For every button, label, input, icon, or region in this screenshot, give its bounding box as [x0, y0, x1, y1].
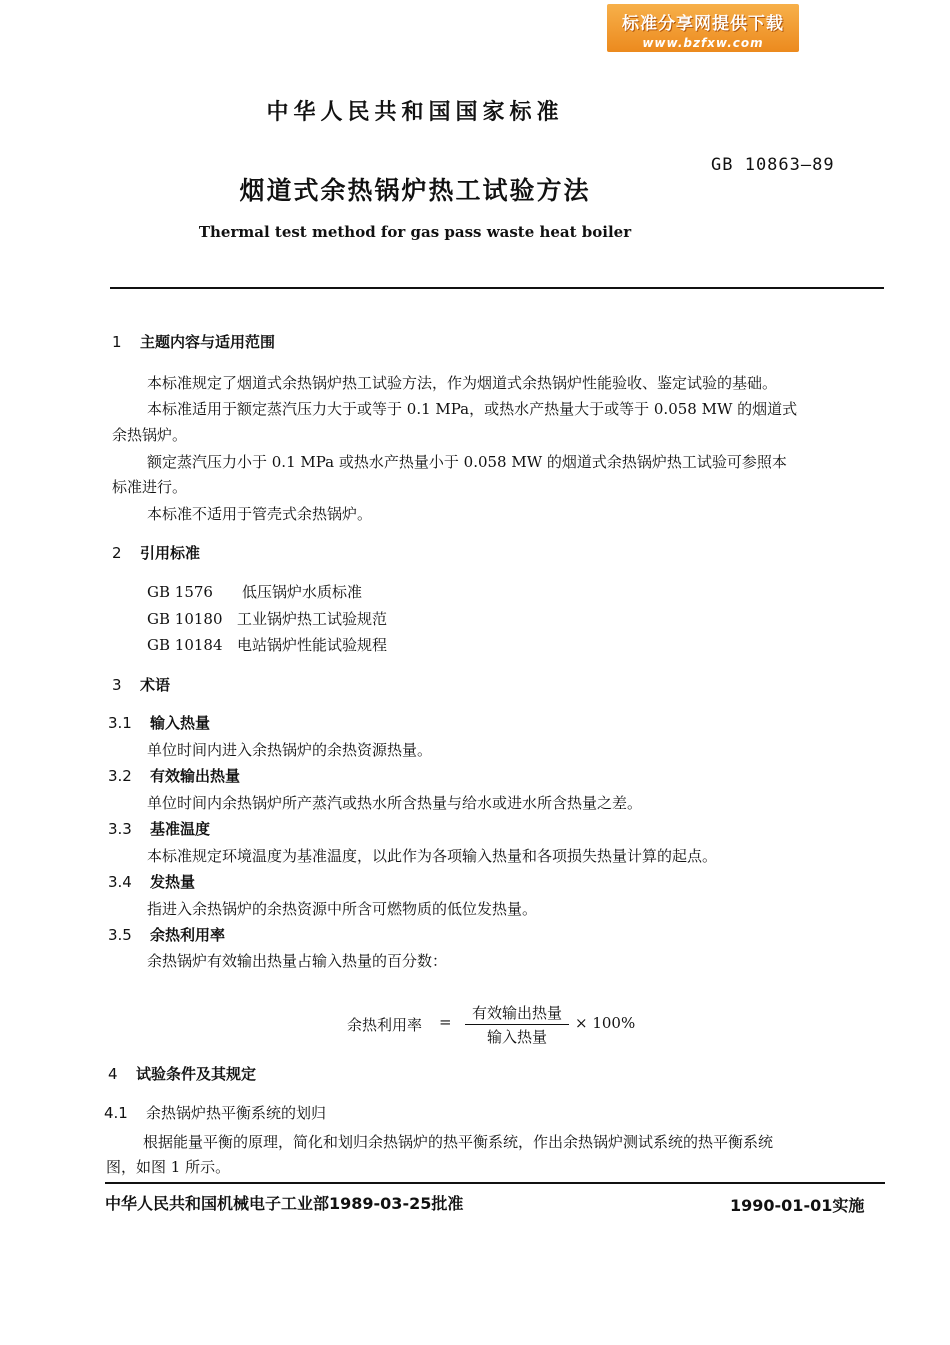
gb-number: GB 10863—89: [711, 155, 835, 175]
formula-tail: × 100%: [575, 1014, 636, 1032]
section-1-heading: [112, 331, 275, 352]
reference-name: 低压锅炉水质标准: [242, 583, 363, 601]
section-4-paragraph-line-1: 根据能量平衡的原理，简化和划归余热锅炉的热平衡系统，作出余热锅炉测试系统的热平衡系统: [143, 1133, 774, 1151]
section-1-paragraph-2-line-1: 本标准适用于额定蒸汽压力大于或等于 0.1 MPa，或热水产热量大于或等于 0.058 MW 的烟道式: [147, 400, 798, 418]
section-4-heading: 4 试验条件及其规定: [108, 1065, 257, 1083]
formula-numerator: 有效输出热量: [465, 1002, 569, 1025]
formula-lhs: 余热利用率: [347, 1016, 423, 1034]
term-3-5-heading: 3.5 余热利用率: [108, 926, 226, 944]
term-3-2-definition: 单位时间内余热锅炉所产蒸汽或热水所含热量与给水或进水所含热量之差。: [147, 794, 643, 812]
formula-fraction: [465, 1002, 569, 1047]
term-3-1-definition: 单位时间内进入余热锅炉的余热资源热量。: [147, 741, 433, 759]
section-number: 1: [112, 333, 122, 351]
formula-equals: =: [439, 1013, 452, 1031]
term-3-2-heading: 3.2 有效输出热量: [108, 767, 241, 785]
term-3-1-heading: 3.1 输入热量: [108, 714, 211, 732]
reference-item: [147, 581, 362, 602]
section-3-heading: 3 术语: [112, 676, 171, 694]
reference-name: 电站锅炉性能试验规程: [237, 636, 388, 654]
banner-url: www.bzfxw.com: [642, 36, 764, 50]
reference-item: [147, 634, 387, 655]
section-title: 主题内容与适用范围: [140, 333, 276, 351]
term-3-3-definition: 本标准规定环境温度为基准温度，以此作为各项输入热量和各项损失热量计算的起点。: [147, 847, 718, 865]
section-1-paragraph-2-line-2: 余热锅炉。: [112, 426, 188, 444]
header-divider: [110, 287, 884, 289]
approval-line: 中华人民共和国机械电子工业部1989-03-25批准: [105, 1194, 464, 1213]
term-3-5-definition: 余热锅炉有效输出热量占输入热量的百分数：: [147, 952, 448, 970]
term-3-4-heading: 3.4 发热量: [108, 873, 196, 891]
document-title-en: Thermal test method for gas pass waste heat boiler: [198, 223, 632, 241]
reference-name: 工业锅炉热工试验规范: [237, 610, 388, 628]
download-banner[interactable]: [607, 4, 799, 52]
reference-code: GB 10180: [147, 610, 223, 628]
reference-item: [147, 608, 387, 629]
reference-code: GB 1576: [147, 583, 213, 601]
section-1-paragraph-3-line-1: 额定蒸汽压力小于 0.1 MPa 或热水产热量小于 0.058 MW 的烟道式余热锅炉热工试验可参照本: [147, 453, 787, 471]
reference-code: GB 10184: [147, 636, 223, 654]
implementation-line: 1990-01-01实施: [730, 1196, 865, 1215]
section-2-heading: 2 引用标准: [112, 544, 201, 562]
document-title-cn: 烟道式余热锅炉热工试验方法: [239, 176, 591, 205]
section-1-paragraph-1: 本标准规定了烟道式余热锅炉热工试验方法，作为烟道式余热锅炉性能验收、鉴定试验的基础。: [147, 374, 778, 392]
term-3-3-heading: 3.3 基准温度: [108, 820, 211, 838]
term-3-4-definition: 指进入余热锅炉的余热资源中所含可燃物质的低位发热量。: [147, 900, 538, 918]
section-1-paragraph-3-line-2: 标准进行。: [112, 478, 188, 496]
footer-divider: [105, 1182, 885, 1184]
banner-title: 标准分享网提供下载: [622, 14, 784, 34]
formula-denominator: 输入热量: [486, 1028, 547, 1046]
utilization-rate-formula: [347, 1002, 647, 1046]
subsection-4-1-heading: 4.1 余热锅炉热平衡系统的划归: [104, 1104, 327, 1122]
section-4-paragraph-line-2: 图，如图 1 所示。: [106, 1158, 231, 1176]
national-standard-heading: 中华人民共和国国家标准: [266, 100, 564, 125]
section-1-paragraph-4: 本标准不适用于管壳式余热锅炉。: [147, 505, 373, 523]
